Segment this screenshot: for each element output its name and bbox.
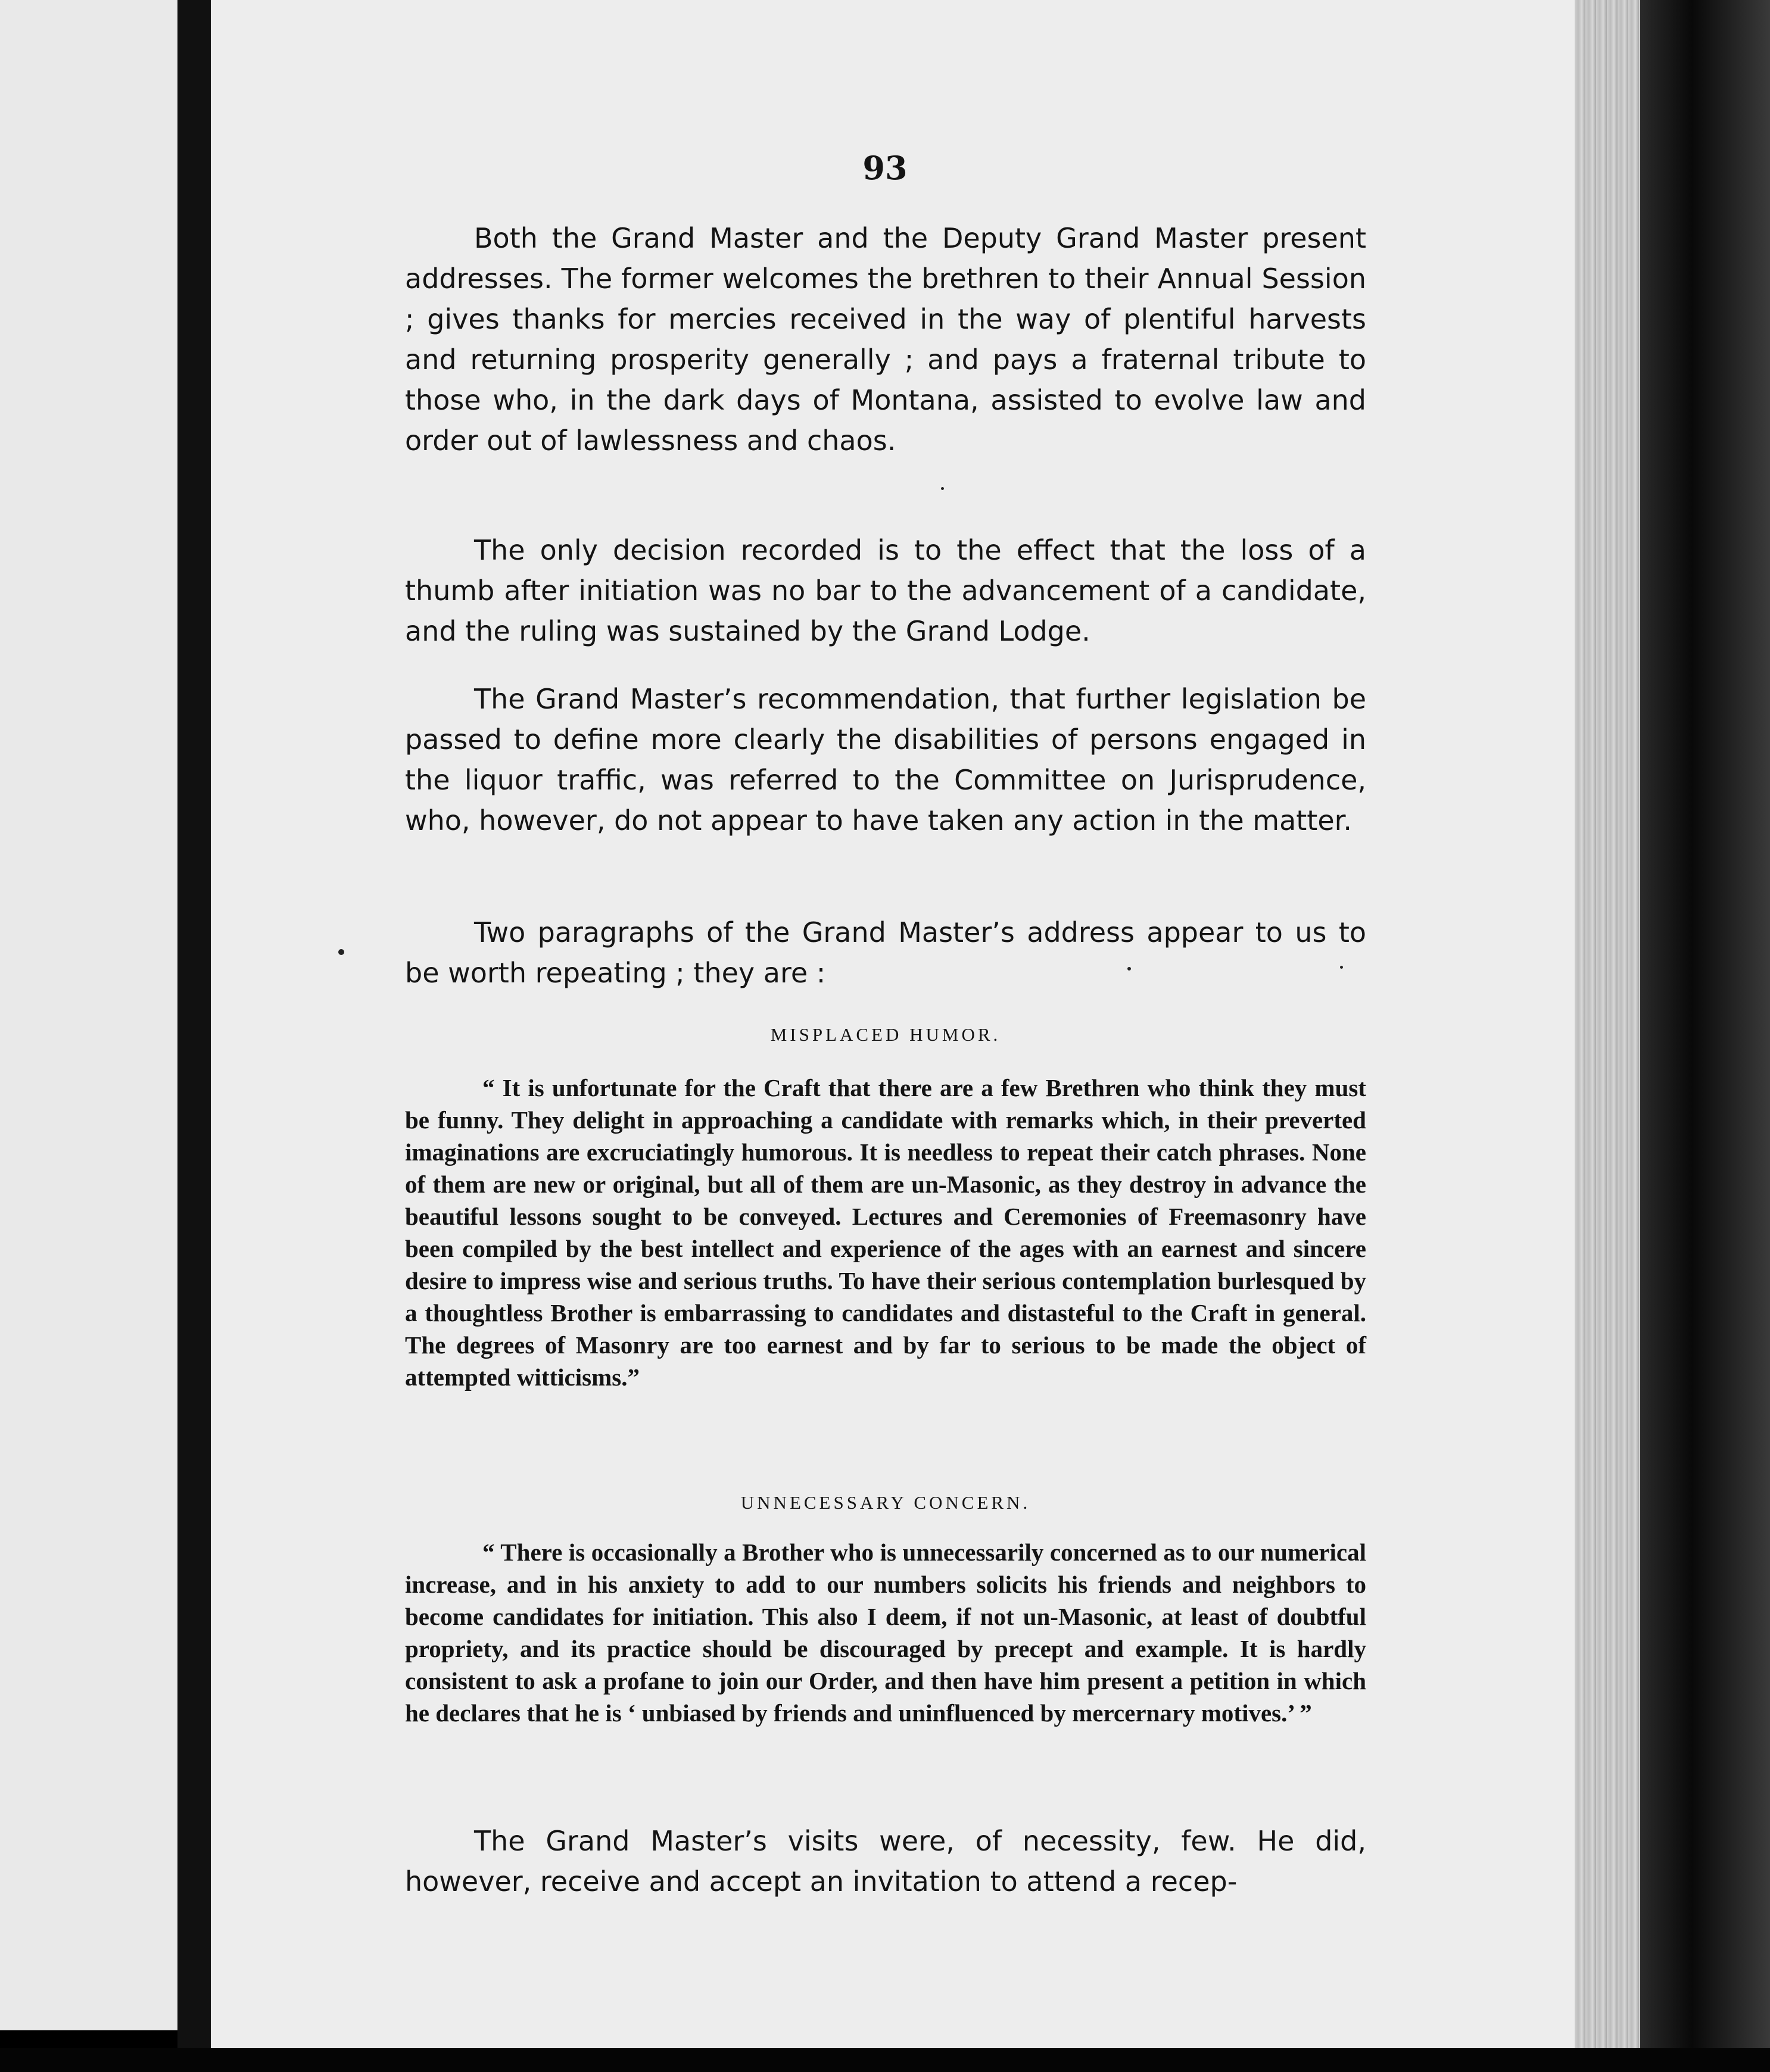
- paragraph-text: Two paragraphs of the Grand Master’s address appear to us to be worth repeating ; they are :: [405, 916, 1366, 989]
- section-heading-unnecessary-concern: UNNECESSARY CONCERN.: [740, 1492, 1031, 1513]
- section-heading-misplaced-humor: MISPLACED HUMOR.: [770, 1024, 1001, 1045]
- paragraph-text: Both the Grand Master and the Deputy Grand Master present addresses. The former welcomes the brethren to their Annual Session ; gives thanks for mercies received in the way of plentiful harvests and returning prosperity generally ; and pays a fraternal tribute to those who, in the dark days of Montana, assisted to evolve law and order out of lawlessness and chaos.: [405, 222, 1366, 457]
- page-number: 93: [862, 149, 908, 187]
- quote-unnecessary-concern: [405, 1536, 1366, 1729]
- paragraph-text: The Grand Master’s recommendation, that further legislation be passed to define more clearly the disabilities of persons engaged in the liquor traffic, was referred to the Committee on Jurisprudence, who, however, do not appear to have taken any action in the matter.: [405, 683, 1366, 837]
- quote-text: “ It is unfortunate for the Craft that there are a few Brethren who think they must be funny. They delight in approaching a candidate with remarks which, in their preverted imaginations are excruciatingly humorous. It is needless to repeat their catch phrases. None of them are new or original, but all of them are un-Masonic, as they destroy in advance the beautiful lessons sought to be conveyed. Lectures and Ceremonies of Freemasonry have been compiled by the best intellect and experience of the ages with an earnest and sincere desire to impress wise and serious truths. To have their serious contemplation burlesqued by a thoughtless Brother is embarrassing to candidates and distasteful to the Craft in general. The degrees of Masonry are too earnest and by far to serious to be made the object of attempted witticisms.”: [405, 1074, 1366, 1391]
- quote-misplaced-humor: [405, 1072, 1366, 1393]
- quote-text: “ There is occasionally a Brother who is unnecessarily concerned as to our numerical increase, and in his anxiety to add to our numbers solicits his friends and neighbors to become candidates for initiation. This also I deem, if not un-Masonic, at least of doubtful propriety, and its practice should be discouraged by precept and example. It is hardly consistent to ask a profane to join our Order, and then have him present a petition in which he declares that he is ‘ unbiased by friends and uninfluenced by mercernary motives.’ ”: [405, 1539, 1366, 1727]
- ink-speck: [1340, 966, 1343, 969]
- closing-paragraph: [405, 1821, 1366, 1902]
- body-paragraph-3: [405, 679, 1366, 841]
- body-paragraph-2: [405, 530, 1366, 651]
- paragraph-text: The Grand Master’s visits were, of necessity, few. He did, however, receive and accept an invitation to attend a recep-: [405, 1825, 1366, 1898]
- body-paragraph-4: [405, 912, 1366, 993]
- book-cover-edge: [1640, 0, 1770, 2072]
- body-paragraph-1: [405, 218, 1366, 461]
- scan-border: [0, 2048, 1770, 2072]
- ink-speck: [1127, 967, 1131, 971]
- left-page-edge: [0, 0, 177, 2030]
- book-gutter: [177, 0, 211, 2072]
- ink-speck: [338, 949, 344, 955]
- ink-speck: [941, 487, 944, 490]
- page-stack-edges: [1575, 0, 1640, 2048]
- paragraph-text: The only decision recorded is to the effect that the loss of a thumb after initiation was no bar to the advancement of a candidate, and the ruling was sustained by the Grand Lodge.: [405, 534, 1366, 647]
